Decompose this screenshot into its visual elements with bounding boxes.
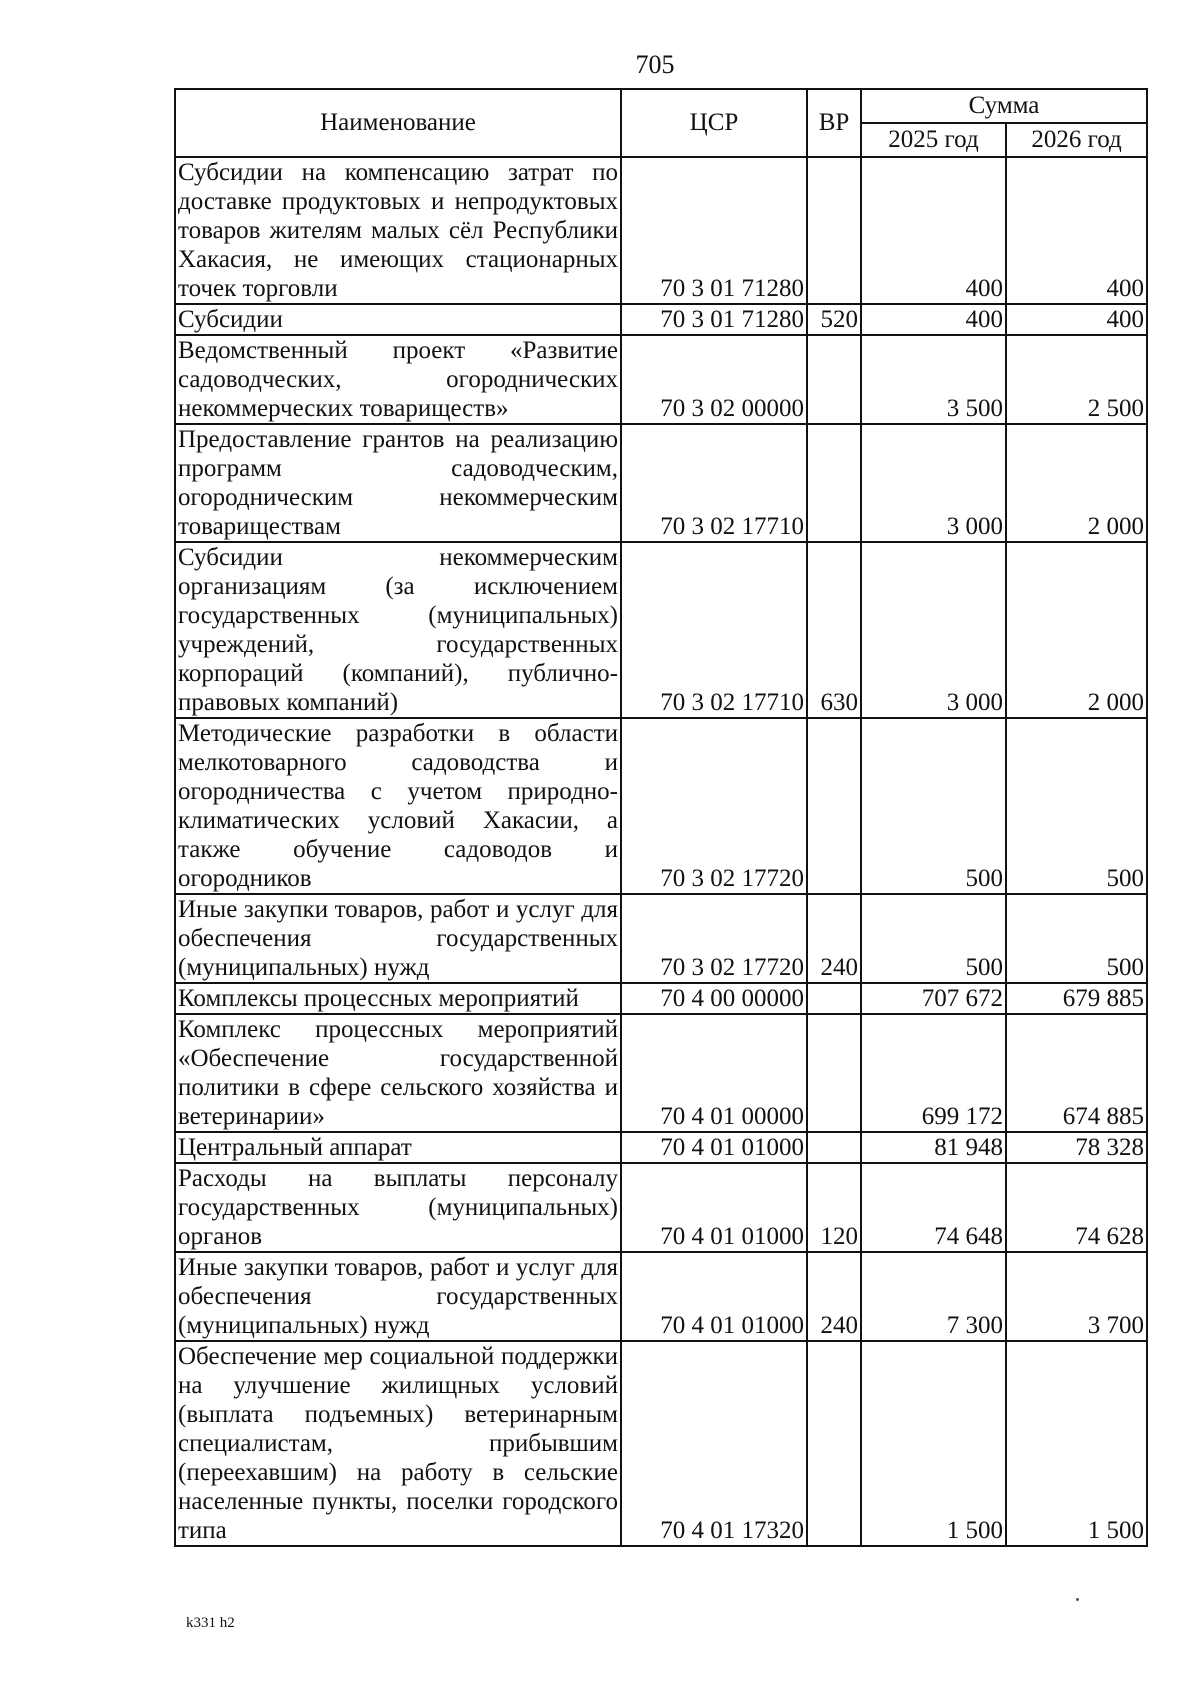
cell-2026: 78 328: [1006, 1132, 1147, 1163]
cell-csr: 70 3 02 17720: [621, 718, 807, 894]
cell-csr: 70 4 00 00000: [621, 983, 807, 1014]
cell-2025: 699 172: [861, 1014, 1006, 1132]
table-row: [175, 542, 1147, 718]
header-csr: ЦСР: [621, 89, 807, 157]
cell-2025: 3 000: [861, 424, 1006, 542]
cell-2025: 3 500: [861, 335, 1006, 424]
cell-2026: 500: [1006, 894, 1147, 983]
cell-vr: 240: [807, 1252, 861, 1341]
cell-name: Обеспечение мер социальной поддержки на улучшение жилищных условий (выплата подъемных) ветеринарным специалистам, прибывшим (переехавшим) на работу в сельские населенные пункты, поселки городского типа: [175, 1341, 621, 1546]
cell-2026: 1 500: [1006, 1341, 1147, 1546]
cell-vr: [807, 335, 861, 424]
cell-2025: 3 000: [861, 542, 1006, 718]
cell-vr: 630: [807, 542, 861, 718]
table-row: [175, 1163, 1147, 1252]
cell-vr: [807, 718, 861, 894]
cell-vr: [807, 983, 861, 1014]
table-row: [175, 335, 1147, 424]
header-year-2025: 2025 год: [861, 123, 1006, 157]
cell-2025: 7 300: [861, 1252, 1006, 1341]
cell-csr: 70 4 01 17320: [621, 1341, 807, 1546]
table-header: [175, 89, 1147, 157]
header-vr: ВР: [807, 89, 861, 157]
cell-2026: 400: [1006, 304, 1147, 335]
cell-csr: 70 4 01 00000: [621, 1014, 807, 1132]
cell-csr: 70 3 01 71280: [621, 304, 807, 335]
cell-name: Предоставление грантов на реализацию программ садоводческим, огородническим некоммерческим товариществам: [175, 424, 621, 542]
margin-mark: [1076, 1598, 1079, 1601]
table-row: [175, 718, 1147, 894]
cell-2025: 400: [861, 304, 1006, 335]
table-body: [175, 157, 1147, 1546]
cell-csr: 70 4 01 01000: [621, 1163, 807, 1252]
cell-2026: 74 628: [1006, 1163, 1147, 1252]
cell-vr: 520: [807, 304, 861, 335]
cell-vr: [807, 157, 861, 304]
cell-name: Методические разработки в области мелкотоварного садоводства и огородничества с учетом природно-климатических условий Хакасии, а также обучение садоводов и огородников: [175, 718, 621, 894]
cell-2026: 2 500: [1006, 335, 1147, 424]
cell-vr: 120: [807, 1163, 861, 1252]
cell-2025: 1 500: [861, 1341, 1006, 1546]
table-row: [175, 1132, 1147, 1163]
cell-name: Иные закупки товаров, работ и услуг для обеспечения государственных (муниципальных) нужд: [175, 1252, 621, 1341]
table-row: [175, 1014, 1147, 1132]
cell-name: Комплекс процессных мероприятий «Обеспечение государственной политики в сфере сельского хозяйства и ветеринарии»: [175, 1014, 621, 1132]
budget-table: [174, 88, 1148, 1547]
cell-name: Центральный аппарат: [175, 1132, 621, 1163]
table-row: [175, 157, 1147, 304]
cell-csr: 70 3 02 17720: [621, 894, 807, 983]
cell-2025: 81 948: [861, 1132, 1006, 1163]
table-row: [175, 1252, 1147, 1341]
cell-vr: [807, 1341, 861, 1546]
table-row: [175, 1341, 1147, 1546]
cell-csr: 70 3 02 17710: [621, 542, 807, 718]
cell-vr: [807, 1014, 861, 1132]
cell-2025: 707 672: [861, 983, 1006, 1014]
cell-2026: 2 000: [1006, 542, 1147, 718]
table-row: [175, 983, 1147, 1014]
cell-2026: 2 000: [1006, 424, 1147, 542]
header-sum: Сумма: [861, 89, 1147, 123]
cell-2026: 3 700: [1006, 1252, 1147, 1341]
cell-2026: 679 885: [1006, 983, 1147, 1014]
cell-2026: 400: [1006, 157, 1147, 304]
cell-2025: 74 648: [861, 1163, 1006, 1252]
table-row: [175, 304, 1147, 335]
cell-2025: 500: [861, 718, 1006, 894]
cell-csr: 70 3 02 17710: [621, 424, 807, 542]
table-row: [175, 424, 1147, 542]
cell-name: Комплексы процессных мероприятий: [175, 983, 621, 1014]
cell-name: Ведомственный проект «Развитие садоводческих, огороднических некоммерческих товариществ»: [175, 335, 621, 424]
footer-code: k331 h2: [186, 1615, 235, 1631]
cell-name: Субсидии некоммерческим организациям (за исключением государственных (муниципальных) учреждений, государственных корпораций (компаний), публично-правовых компаний): [175, 542, 621, 718]
cell-vr: [807, 1132, 861, 1163]
cell-name: Иные закупки товаров, работ и услуг для обеспечения государственных (муниципальных) нужд: [175, 894, 621, 983]
cell-2025: 400: [861, 157, 1006, 304]
cell-csr: 70 4 01 01000: [621, 1252, 807, 1341]
page-number: 705: [635, 50, 675, 79]
cell-csr: 70 4 01 01000: [621, 1132, 807, 1163]
cell-vr: 240: [807, 894, 861, 983]
cell-2026: 674 885: [1006, 1014, 1147, 1132]
cell-name: Субсидии на компенсацию затрат по доставке продуктовых и непродуктовых товаров жителям малых сёл Республики Хакасия, не имеющих стационарных точек торговли: [175, 157, 621, 304]
cell-2026: 500: [1006, 718, 1147, 894]
header-name: Наименование: [175, 89, 621, 157]
header-year-2026: 2026 год: [1006, 123, 1147, 157]
cell-csr: 70 3 01 71280: [621, 157, 807, 304]
cell-vr: [807, 424, 861, 542]
cell-name: Расходы на выплаты персоналу государственных (муниципальных) органов: [175, 1163, 621, 1252]
table-row: [175, 894, 1147, 983]
cell-2025: 500: [861, 894, 1006, 983]
cell-name: Субсидии: [175, 304, 621, 335]
cell-csr: 70 3 02 00000: [621, 335, 807, 424]
